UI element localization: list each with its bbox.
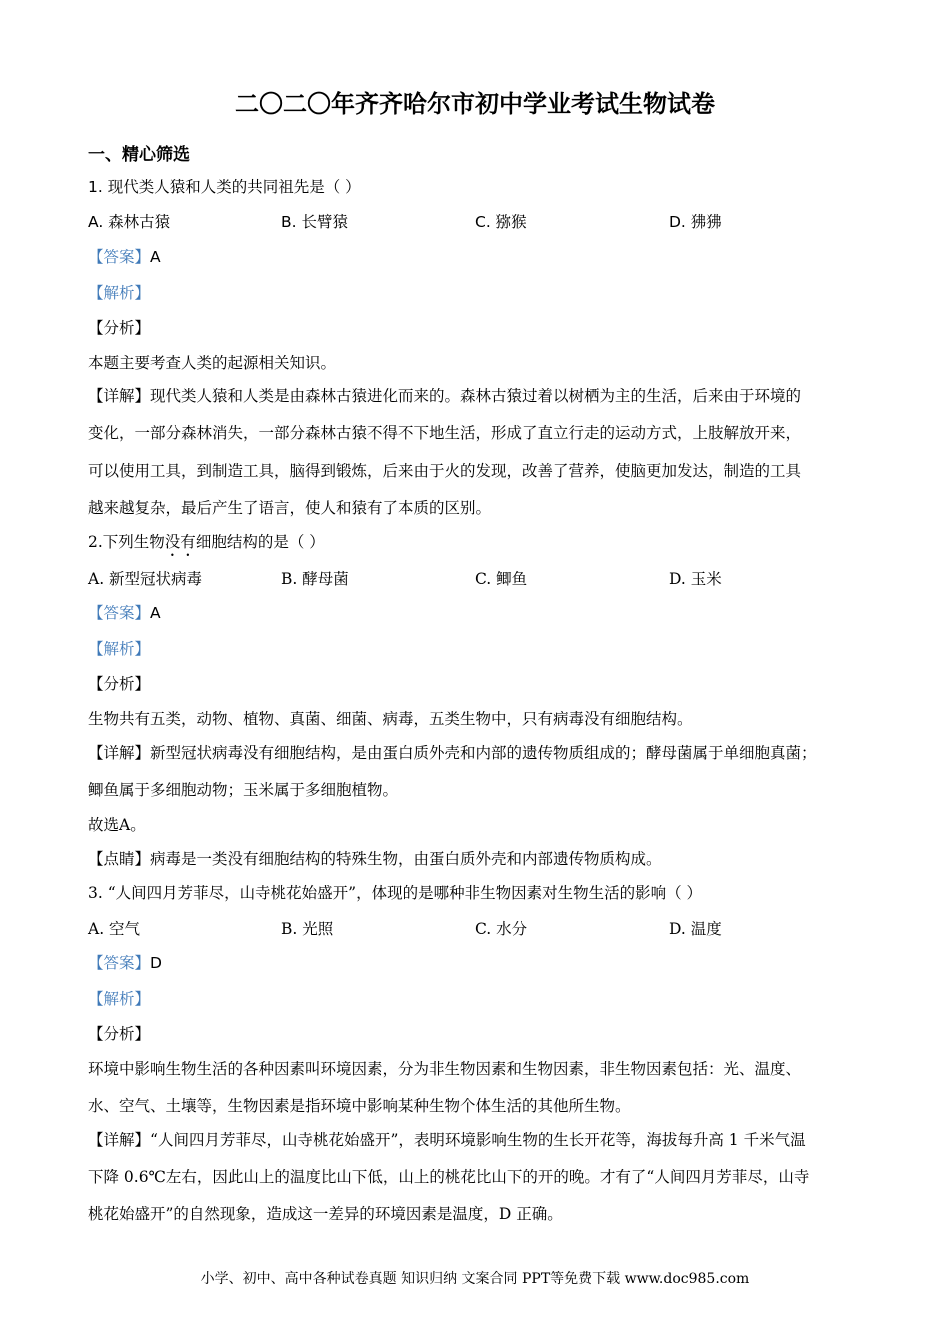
q2-point	[88, 848, 662, 870]
detail-text: 新型冠状病毒没有细胞结构，是由蛋白质外壳和内部的遗传物质组成的；酵母菌属于单细胞真菌；	[150, 744, 817, 762]
q3-detail-line: 桃花始盛开”的自然现象，造成这一差异的环境因素是温度，D 正确。	[88, 1205, 563, 1223]
q1-detail-line: 可以使用工具，到制造工具，脑得到锻炼，后来由于火的发现，改善了营养，使脑更加发达，制造的工具	[88, 462, 802, 480]
page-footer: 小学、初中、高中各种试卷真题 知识归纳 文案合同 PPT等免费下载 www.doc985.com	[200, 1271, 750, 1287]
q1-stem: 1. 现代类人猿和人类的共同祖先是（ ）	[88, 178, 361, 196]
q1-option-d: D. 狒狒	[669, 213, 722, 231]
q3-analysis-text: 环境中影响生物生活的各种因素叫环境因素，分为非生物因素和生物因素，非生物因素包括：光、温度、	[88, 1060, 802, 1078]
q3-option-d: D. 温度	[669, 920, 722, 938]
q2-conclusion: 故选A。	[88, 816, 146, 834]
answer-label: 【答案】	[88, 604, 151, 622]
q3-fenxi-label: 【分析】	[88, 1025, 151, 1043]
q1-analysis-text: 本题主要考查人类的起源相关知识。	[88, 354, 337, 372]
detail-text: 现代类人猿和人类是由森林古猿进化而来的。森林古猿过着以树栖为主的生活，后来由于环境的	[150, 387, 802, 405]
q1-analysis-label	[88, 282, 150, 304]
point-label: 【点睛】	[88, 850, 151, 868]
detail-label: 【详解】	[88, 744, 151, 762]
q2-detail-line	[88, 742, 817, 764]
q3-option-c: C. 水分	[475, 920, 528, 938]
analysis-label: 【解析】	[88, 640, 151, 658]
q2-stem	[88, 531, 325, 560]
q3-stem: 3. “人间四月芳菲尽，山寺桃花始盛开”，体现的是哪种非生物因素对生物生活的影响（ ）	[88, 884, 702, 902]
detail-text: “人间四月芳菲尽，山寺桃花始盛开”，表明环境影响生物的生长开花等，海拔每升高 1 千米气温	[150, 1131, 806, 1149]
q3-option-a: A. 空气	[88, 920, 141, 938]
q2-fenxi-label: 【分析】	[88, 675, 151, 693]
q2-detail-line: 鲫鱼属于多细胞动物；玉米属于多细胞植物。	[88, 781, 399, 799]
answer-value: A	[150, 248, 161, 266]
q3-answer	[88, 952, 162, 974]
q3-analysis-label	[88, 988, 150, 1010]
q3-option-b: B. 光照	[281, 920, 334, 938]
q1-option-b: B. 长臂猿	[281, 213, 348, 231]
q1-detail-line: 越来越复杂，最后产生了语言，使人和猿有了本质的区别。	[88, 499, 492, 517]
analysis-label: 【解析】	[88, 990, 151, 1008]
q3-detail-line	[88, 1129, 806, 1151]
q2-option-c: C. 鲫鱼	[475, 570, 528, 588]
q1-option-a: A. 森林古猿	[88, 213, 171, 231]
q1-detail-line: 变化，一部分森林消失，一部分森林古猿不得不下地生活，形成了直立行走的运动方式，上肢解放开来，	[88, 424, 802, 442]
detail-label: 【详解】	[88, 387, 151, 405]
analysis-label: 【解析】	[88, 284, 151, 302]
q2-option-d: D. 玉米	[669, 570, 722, 588]
detail-label: 【详解】	[88, 1131, 151, 1149]
q1-fenxi-label: 【分析】	[88, 319, 151, 337]
answer-label: 【答案】	[88, 248, 151, 266]
section-heading: 一、精心筛选	[88, 145, 190, 165]
answer-value: D	[150, 954, 162, 972]
q2-option-a: A. 新型冠状病毒	[88, 570, 203, 588]
page-title: 二〇二〇年齐齐哈尔市初中学业考试生物试卷	[235, 90, 715, 118]
q1-detail-line	[88, 385, 801, 407]
q3-analysis-text: 水、空气、土壤等，生物因素是指环境中影响某种生物个体生活的其他所生物。	[88, 1097, 631, 1115]
q2-analysis-label	[88, 638, 150, 660]
q1-option-c: C. 猕猴	[475, 213, 527, 231]
q3-detail-line: 下降 0.6℃左右，因此山上的温度比山下低，山上的桃花比山下的开的晚。才有了“人间四月芳菲尽，山寺	[88, 1168, 810, 1186]
q1-answer	[88, 246, 161, 268]
q2-stem-post: 细胞结构的是（ ）	[195, 533, 325, 551]
point-text: 病毒是一类没有细胞结构的特殊生物，由蛋白质外壳和内部遗传物质构成。	[150, 850, 662, 868]
q2-stem-emphasis: 没有	[164, 533, 196, 551]
q2-analysis-text: 生物共有五类，动物、植物、真菌、细菌、病毒，五类生物中，只有病毒没有细胞结构。	[88, 710, 693, 728]
answer-value: A	[150, 604, 161, 622]
q2-option-b: B. 酵母菌	[281, 570, 349, 588]
answer-label: 【答案】	[88, 954, 151, 972]
q2-answer	[88, 602, 161, 624]
q2-stem-pre: 2.下列生物	[88, 533, 165, 551]
